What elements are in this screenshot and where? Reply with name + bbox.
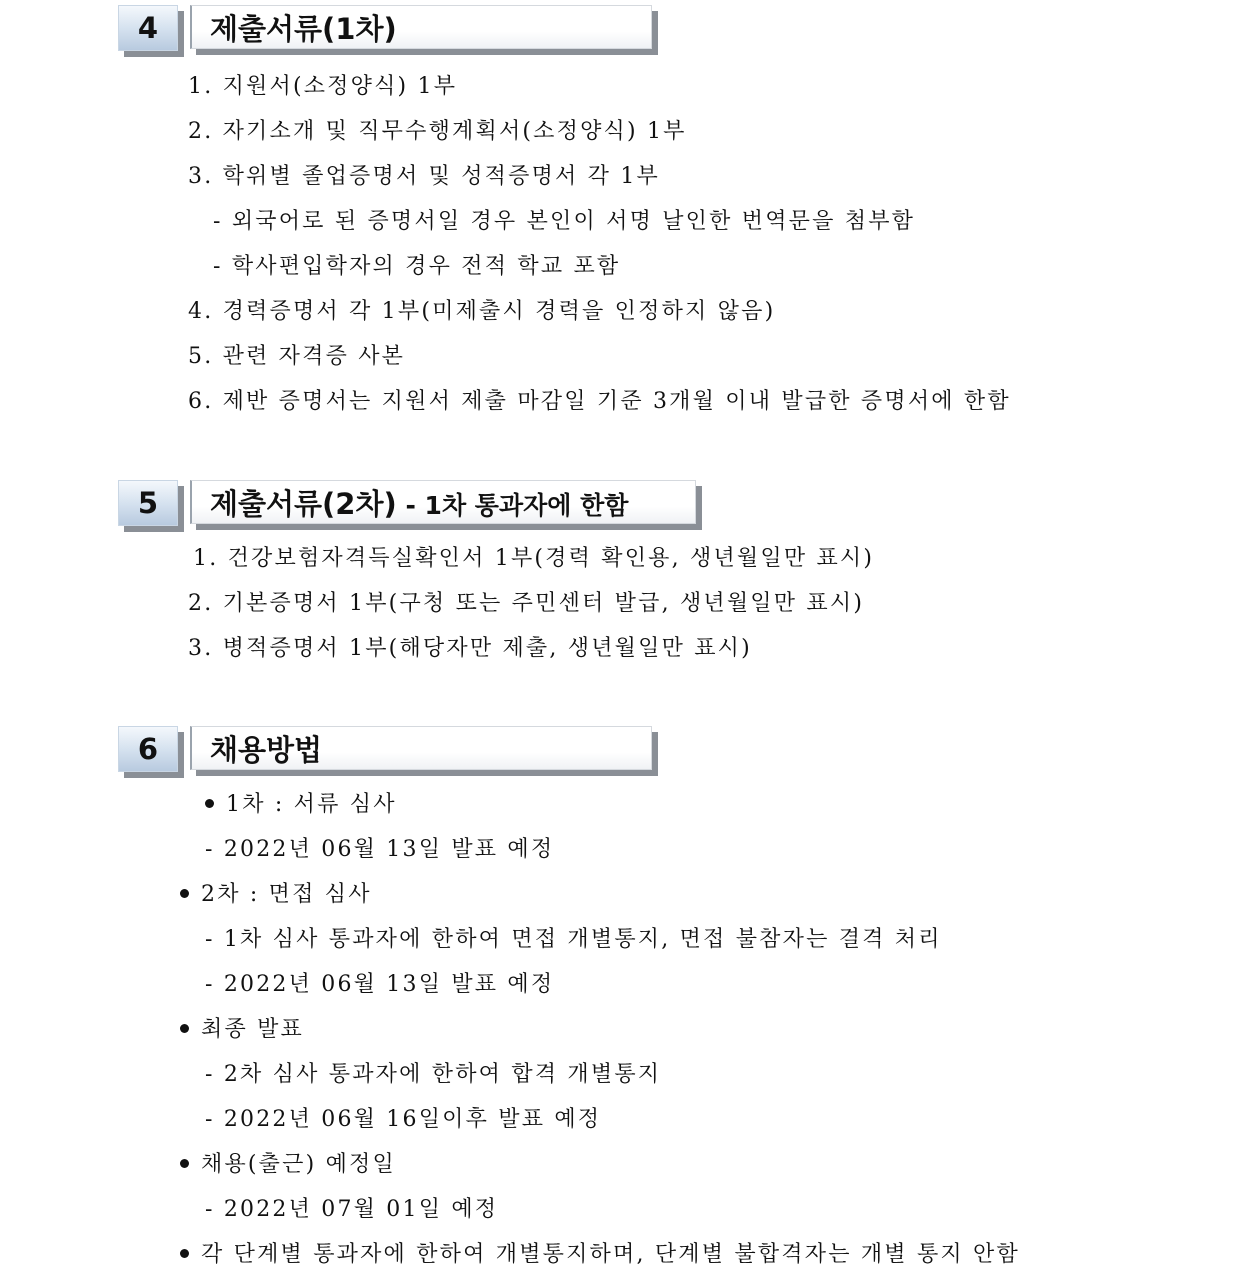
bullet-text: 채용(출근) 예정일 [201, 1152, 396, 1177]
list-item: 4. 경력증명서 각 1부(미제출시 경력을 인정하지 않음) [188, 299, 776, 324]
section-title: 제출서류(2차) [210, 487, 397, 521]
bullet-item [205, 790, 397, 820]
list-item: 2. 기본증명서 1부(구청 또는 주민센터 발급, 생년월일만 표시) [188, 591, 865, 616]
bullet-item [180, 1015, 304, 1045]
section-title-bar [190, 480, 696, 524]
bullet-icon [180, 1249, 189, 1258]
list-subitem: - 학사편입학자의 경우 전적 학교 포함 [213, 254, 621, 279]
section-subtitle: - 1차 통과자에 한함 [396, 491, 629, 520]
bullet-item [180, 880, 372, 910]
list-subitem: - 2022년 06월 13일 발표 예정 [205, 972, 555, 997]
bullet-icon [180, 1159, 189, 1168]
section-title: 제출서류(1차) [190, 5, 652, 49]
list-item: 1. 건강보험자격득실확인서 1부(경력 확인용, 생년월일만 표시) [193, 546, 875, 571]
section-number: 4 [118, 5, 178, 51]
list-item: 2. 자기소개 및 직무수행계획서(소정양식) 1부 [188, 119, 687, 144]
section-title: 채용방법 [190, 726, 652, 770]
section-number: 6 [118, 726, 178, 772]
list-item: 5. 관련 자격증 사본 [188, 344, 406, 369]
section-number: 5 [118, 480, 178, 526]
bullet-icon [180, 889, 189, 898]
bullet-text: 2차 : 면접 심사 [201, 882, 372, 907]
list-subitem: - 2차 심사 통과자에 한하여 합격 개별통지 [205, 1062, 662, 1087]
list-subitem: - 1차 심사 통과자에 한하여 면접 개별통지, 면접 불참자는 결격 처리 [205, 927, 942, 952]
list-item: 1. 지원서(소정양식) 1부 [188, 74, 458, 99]
bullet-item [180, 1240, 1020, 1270]
list-item: 6. 제반 증명서는 지원서 제출 마감일 기준 3개월 이내 발급한 증명서에 한함 [188, 389, 1011, 414]
list-item: 3. 병적증명서 1부(해당자만 제출, 생년월일만 표시) [188, 636, 752, 661]
list-subitem: - 2022년 06월 16일이후 발표 예정 [205, 1107, 602, 1132]
list-subitem: - 외국어로 된 증명서일 경우 본인이 서명 날인한 번역문을 첨부함 [213, 209, 916, 234]
bullet-icon [180, 1024, 189, 1033]
list-item: 3. 학위별 졸업증명서 및 성적증명서 각 1부 [188, 164, 660, 189]
list-subitem: - 2022년 07월 01일 예정 [205, 1197, 499, 1222]
bullet-item [180, 1150, 396, 1180]
bullet-text: 최종 발표 [201, 1017, 305, 1042]
bullet-text: 각 단계별 통과자에 한하여 개별통지하며, 단계별 불합격자는 개별 통지 안함 [201, 1242, 1020, 1267]
list-subitem: - 2022년 06월 13일 발표 예정 [205, 837, 555, 862]
bullet-icon [205, 799, 214, 808]
bullet-text: 1차 : 서류 심사 [226, 792, 397, 817]
